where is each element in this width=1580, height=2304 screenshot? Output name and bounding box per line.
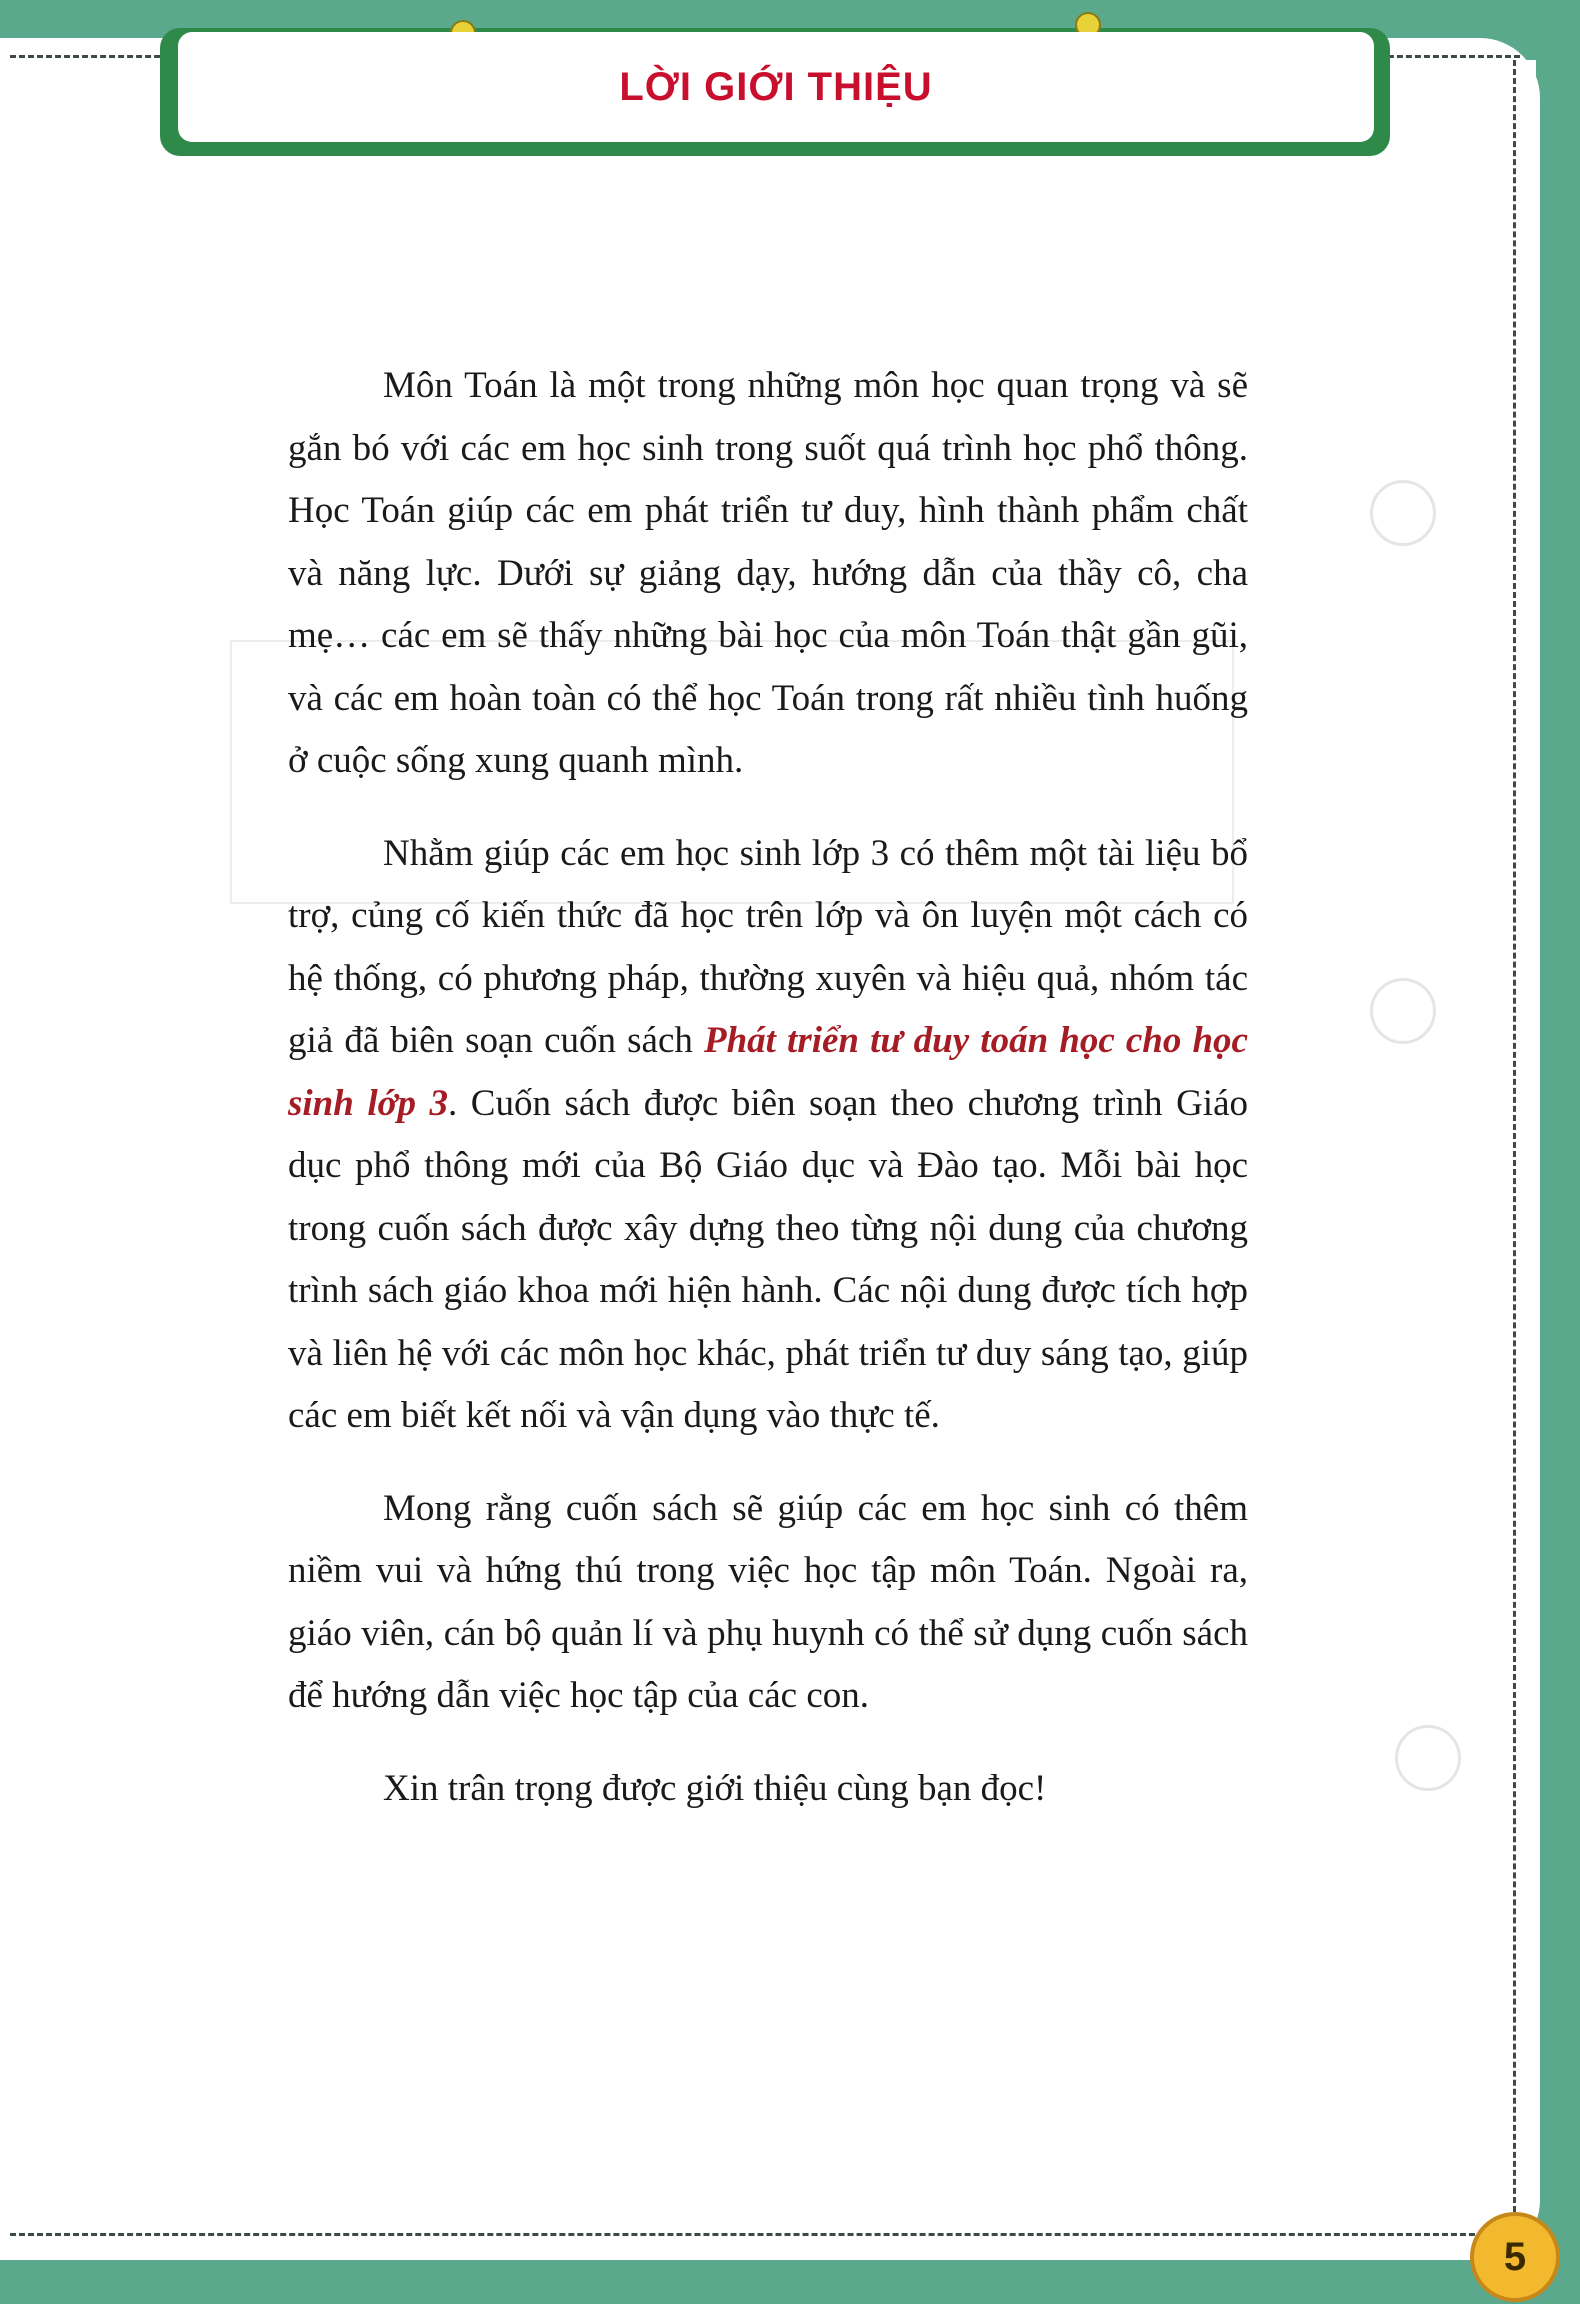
page-frame-bottom <box>0 2258 1580 2304</box>
book-title: Phát triển tư duy toán học cho học sinh lớp 3 <box>288 1020 1248 1124</box>
paragraph-purpose <box>288 823 1248 1448</box>
introduction-body <box>288 355 1248 1820</box>
paragraph-hope: Mong rằng cuốn sách sẽ giúp các em học sinh có thêm niềm vui và hứng thú trong việc học tập môn Toán. Ngoài ra, giáo viên, cán bộ quản lí và phụ huynh có thể sử dụng cuốn sách để hướng dẫn việc học tập của các con. <box>288 1487 1248 1716</box>
paragraph-purpose-start: Nhằm giúp các em học sinh lớp 3 có thêm một tài liệu bổ trợ, củng cố kiến thức đã học trên lớp và ôn luyện một cách có hệ thống, có phương pháp, thường xuyên và hiệu quả, nhóm tác giả đã biên soạn cuốn sách <box>288 832 1248 1061</box>
stitch-border-bottom <box>10 2233 1520 2236</box>
paragraph-closing: Xin trân trọng được giới thiệu cùng bạn đọc! <box>383 1767 1047 1809</box>
page-frame-right <box>1536 0 1580 2304</box>
paragraph-purpose-end: . Cuốn sách được biên soạn theo chương trình Giáo dục phổ thông mới của Bộ Giáo dục và Đào tạo. Mỗi bài học trong cuốn sách được xây dựng theo từng nội dung của chương trình sách giáo khoa mới hiện hành. Các nội dung được tích hợp và liên hệ với các môn học khác, phát triển tư duy sáng tạo, giúp các em biết kết nối và vận dụng vào thực tế. <box>288 1082 1248 1436</box>
page-number-badge <box>1470 2212 1560 2302</box>
page-number: 5 <box>1503 2234 1527 2279</box>
paragraph-intro: Môn Toán là một trong những môn học quan trọng và sẽ gắn bó với các em học sinh trong suốt quá trình học phổ thông. Học Toán giúp các em phát triển tư duy, hình thành phẩm chất và năng lực. Dưới sự giảng dạy, hướng dẫn của thầy cô, cha mẹ… các em sẽ thấy những bài học của môn Toán thật gần gũi, và các em hoàn toàn có thể học Toán trong rất nhiều tình huống ở cuộc sống xung quanh mình. <box>288 365 1248 781</box>
page-title: LỜI GIỚI THIỆU <box>619 64 933 109</box>
stitch-border-right <box>1513 60 1516 2230</box>
title-banner-inner <box>178 32 1374 142</box>
